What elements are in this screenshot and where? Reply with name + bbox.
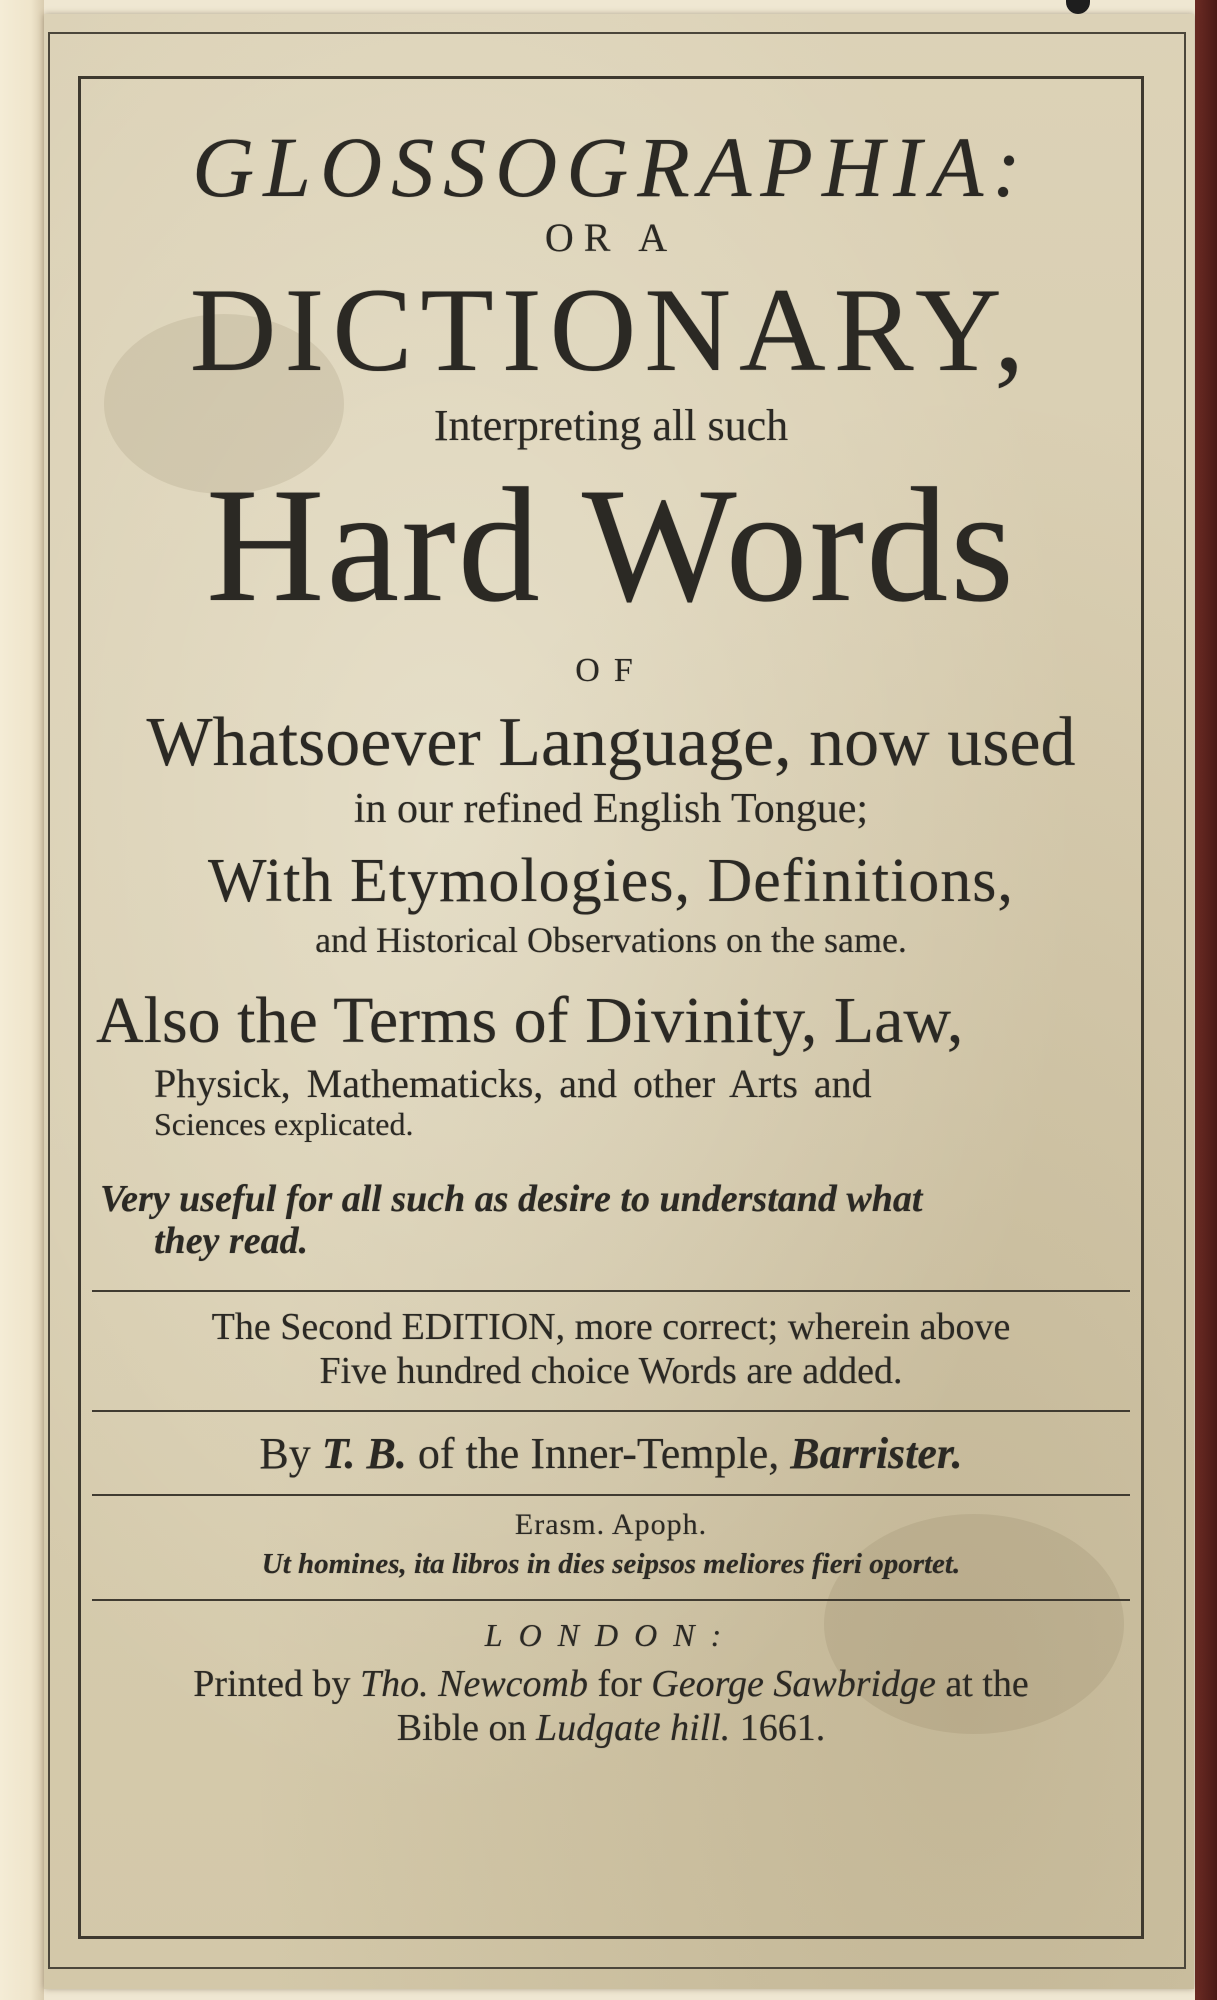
line-five-hundred-words: Five hundred choice Words are added. <box>319 1350 903 1392</box>
byline-inner-temple: of the Inner-Temple, <box>417 1429 780 1478</box>
line-refined-english: in our refined English Tongue; <box>353 786 869 832</box>
author-byline <box>84 1429 1138 1478</box>
imprint-for: for <box>597 1663 642 1705</box>
imprint-printed-by <box>84 1665 1138 1703</box>
byline-barrister: Barrister. <box>790 1429 963 1478</box>
imprint-at-the: at the <box>945 1663 1029 1705</box>
line-etymologies: With Etymologies, Definitions, <box>208 847 1014 915</box>
title-page-text <box>84 80 1138 1935</box>
divider-rule <box>92 1410 1130 1412</box>
line-interpreting: Interpreting all such <box>433 401 789 450</box>
imprint-location <box>84 1709 1138 1747</box>
imprint-bible-on: Bible on <box>396 1707 527 1749</box>
imprint-ludgate: Ludgate hill. <box>536 1707 731 1749</box>
line-physick: Physick, Mathematicks, and other Arts and <box>154 1061 872 1106</box>
line-second-edition: The Second EDITION, more correct; wherein above <box>211 1306 1011 1348</box>
line-of: OF <box>575 652 647 689</box>
divider-rule <box>92 1494 1130 1496</box>
author-initials: T. B. <box>321 1429 407 1478</box>
divider-rule <box>92 1290 1130 1292</box>
line-sciences: Sciences explicated. <box>154 1106 414 1142</box>
title-page-leaf <box>44 14 1194 1989</box>
facing-page-edge <box>0 0 44 2000</box>
imprint-london: LONDON: <box>484 1617 738 1653</box>
byline-by: By <box>259 1429 311 1478</box>
motto-source: Erasm. Apoph. <box>514 1508 708 1541</box>
line-they-read: they read. <box>154 1220 309 1262</box>
book-binding-edge <box>1195 0 1217 2000</box>
imprint-bookseller: George Sawbridge <box>651 1663 936 1705</box>
title-hard-words: Hard Words <box>206 455 1016 636</box>
divider-rule <box>92 1599 1130 1601</box>
imprint-printed-label: Printed by <box>193 1663 351 1705</box>
line-very-useful: Very useful for all such as desire to understand what <box>100 1178 923 1220</box>
title-dictionary: DICTIONARY, <box>189 263 1033 396</box>
line-terms-of-divinity: Also the Terms of Divinity, Law, <box>96 984 964 1057</box>
latin-motto: Ut homines, ita libros in dies seipsos meliores fieri oportet. <box>261 1548 961 1580</box>
imprint-year: 1661. <box>739 1707 826 1749</box>
subtitle-or-a: OR A <box>544 215 678 260</box>
pin-icon <box>1066 0 1090 14</box>
line-whatsoever-language: Whatsoever Language, now used <box>146 704 1076 781</box>
title-glossographia: GLOSSOGRAPHIA: <box>192 119 1030 215</box>
imprint-printer: Tho. Newcomb <box>359 1663 588 1705</box>
line-historical-observations: and Historical Observations on the same. <box>315 920 907 960</box>
